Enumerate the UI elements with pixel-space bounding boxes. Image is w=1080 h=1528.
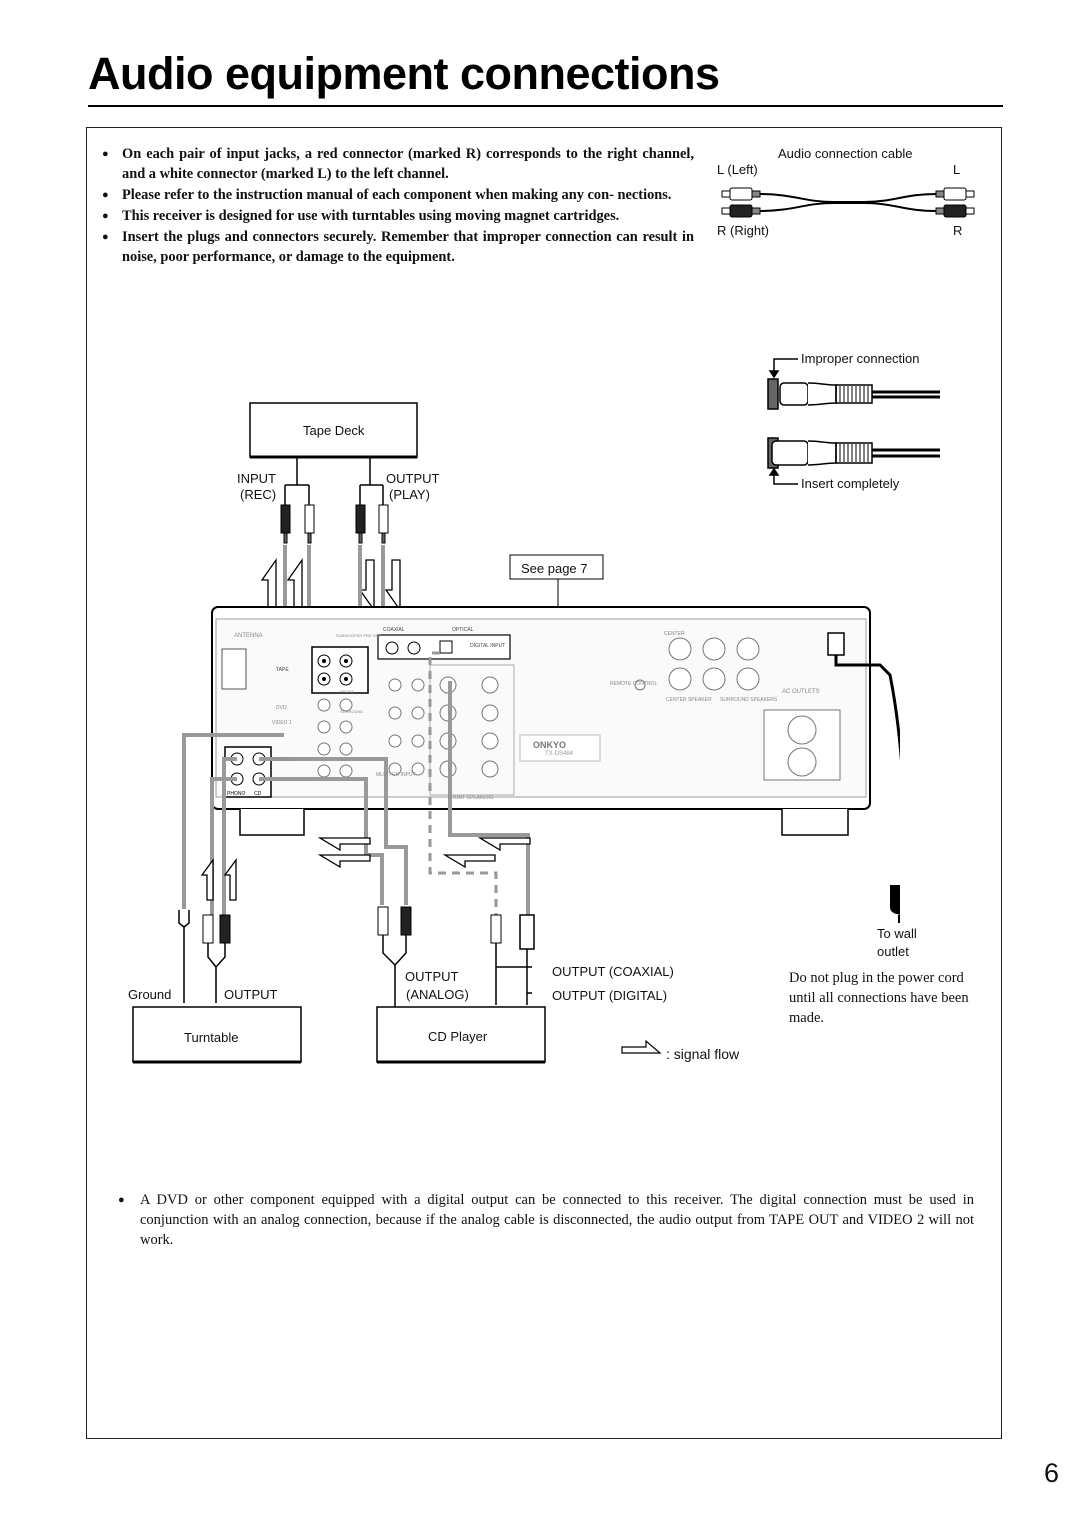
- wall-outlet-label: To wall outlet: [877, 926, 917, 959]
- see-page-label: See page 7: [521, 561, 588, 576]
- cable-left-label: L (Left): [717, 162, 758, 177]
- tape-input-sub-label: (REC): [240, 487, 277, 502]
- tape-output-sub-label: (PLAY): [389, 487, 430, 502]
- remote-control-label: REMOTE CONTROL: [610, 681, 658, 687]
- title-rule: [88, 105, 1003, 107]
- cable-left-short: L: [953, 162, 961, 177]
- surround-speakers-label: SURROUND SPEAKERS: [720, 697, 778, 703]
- subwoofer-label: SUBWOOFER PRE OUT: [336, 633, 382, 638]
- ground-label: Ground: [128, 987, 172, 1002]
- receiver-brand: ONKYO: [533, 740, 567, 750]
- antenna-label: ANTENNA: [234, 633, 263, 639]
- list-item: ● On each pair of input jacks, a red connector (marked R) corresponds to the right channel, and a white connector (marked L) to the left channel.: [100, 144, 694, 184]
- surround-label: SURROUND: [340, 709, 364, 714]
- center-speaker-label: CENTER SPEAKER: [666, 697, 712, 703]
- video1-label: VIDEO 1: [272, 720, 292, 726]
- dvd-digital-note: ● A DVD or other component equipped with a digital output can be connected to this receiver. The digital connection must be used in conjunction with an analog connection, because if the analog cable is disconnected, the audio output from TAPE OUT and VIDEO 2 will not work.: [118, 1190, 974, 1250]
- multi-ch-label: MULTI CH INPUT: [376, 772, 416, 778]
- turntable-label: Turntable: [184, 1030, 239, 1045]
- tape-output-label: OUTPUT: [386, 471, 440, 486]
- dvd-label: DVD: [276, 705, 287, 711]
- tape-input-label: INPUT: [237, 471, 276, 486]
- improper-connection-label: Improper connection: [801, 351, 920, 366]
- cd-player-label: CD Player: [428, 1029, 488, 1044]
- cable-caption: Audio connection cable: [778, 146, 913, 161]
- list-item: ● Please refer to the instruction manual of each component when making any con- nections.: [100, 185, 694, 205]
- power-warning-note: Do not plug in the power cord until all connections have been made.: [789, 970, 969, 1026]
- turntable-output-label: OUTPUT: [224, 987, 278, 1002]
- cd-output-sub-label: (ANALOG): [406, 987, 469, 1002]
- digital-input-label: DIGITAL INPUT: [470, 643, 506, 649]
- phono-label: PHONO: [227, 791, 246, 797]
- cable-right-label: R (Right): [717, 223, 770, 238]
- list-item: ● This receiver is designed for use with turntables using moving magnet cartridges.: [100, 206, 694, 226]
- page-title: Audio equipment connections: [88, 48, 720, 99]
- tape-jack-label: TAPE: [276, 667, 289, 673]
- cd-jack-label: CD: [254, 791, 262, 797]
- receiver-model: TX-DS484: [545, 751, 574, 757]
- output-digital-label: OUTPUT (DIGITAL): [552, 988, 668, 1003]
- front-label: FRONT: [340, 689, 354, 694]
- center-label: CENTER: [664, 631, 685, 637]
- cable-illustration: [714, 145, 980, 240]
- insert-completely-label: Insert completely: [801, 476, 900, 491]
- ac-outlets-label: AC OUTLETS: [782, 689, 820, 695]
- rca-cable-icon: [714, 145, 980, 240]
- front-speakers-label: FRONT SPEAKERS: [448, 795, 494, 801]
- list-item: ● Insert the plugs and connectors securely. Remember that improper connection can result in noise, poor performance, or damage to the equipment.: [100, 227, 694, 267]
- tape-deck-label: Tape Deck: [303, 423, 365, 438]
- output-coaxial-label: OUTPUT (COAXIAL): [552, 964, 674, 979]
- cd-output-label: OUTPUT: [405, 969, 459, 984]
- signal-flow-label: : signal flow: [666, 1046, 740, 1062]
- optical-label: OPTICAL: [452, 627, 474, 633]
- page-number: 6: [1044, 1458, 1060, 1488]
- cable-right-short: R: [953, 223, 963, 238]
- video2-label: VIDEO 2: [272, 757, 292, 763]
- instruction-list: [100, 144, 694, 268]
- coaxial-label: COAXIAL: [383, 627, 405, 633]
- wiring-diagram: [100, 395, 900, 1075]
